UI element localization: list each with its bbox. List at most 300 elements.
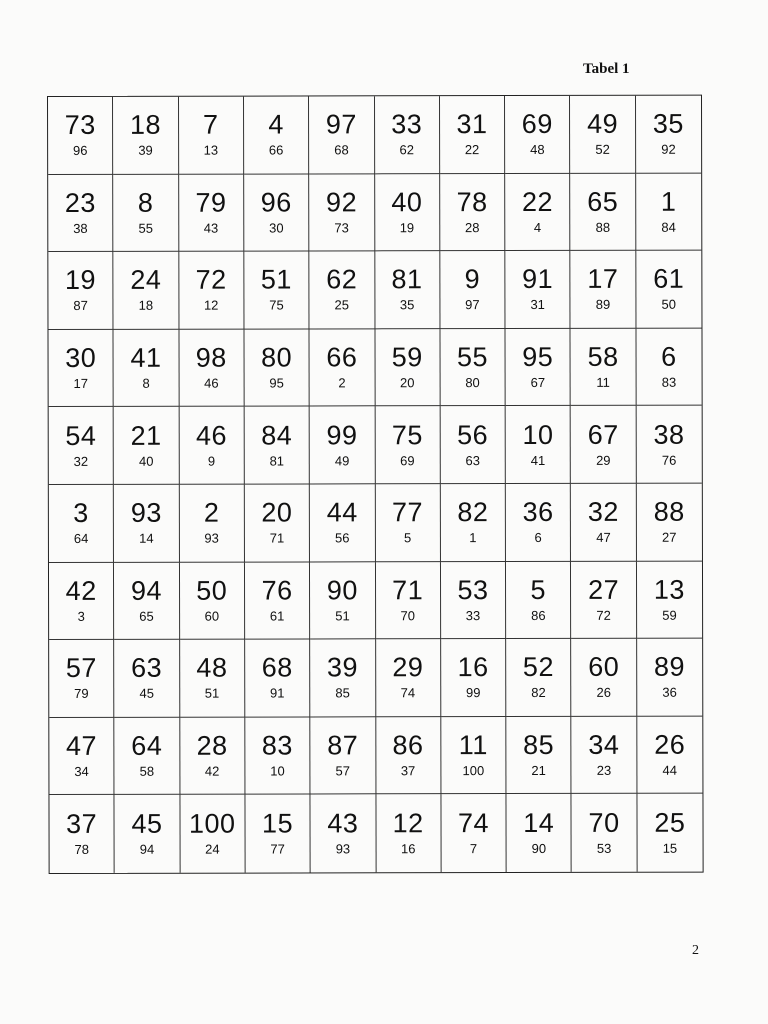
cell-sub-number: 64 bbox=[73, 531, 89, 547]
cell-sub-number: 56 bbox=[335, 530, 350, 546]
cell-main-number: 57 bbox=[65, 653, 97, 684]
cell-main-number: 25 bbox=[654, 807, 686, 838]
cell-main-number: 1 bbox=[660, 186, 677, 217]
table-cell bbox=[244, 252, 309, 330]
cell-sub-number: 69 bbox=[400, 452, 415, 468]
cell-sub-number: 78 bbox=[74, 842, 89, 858]
cell-main-number: 69 bbox=[521, 109, 553, 140]
cell-sub-number: 22 bbox=[464, 142, 480, 158]
cell-sub-number: 13 bbox=[203, 142, 219, 158]
table-cell bbox=[572, 794, 637, 872]
table-cell bbox=[636, 406, 701, 484]
table-cell bbox=[180, 717, 245, 795]
table-cell bbox=[48, 252, 113, 330]
cell-main-number: 44 bbox=[326, 497, 358, 528]
cell-sub-number: 38 bbox=[73, 220, 88, 236]
cell-main-number: 93 bbox=[130, 498, 162, 529]
cell-sub-number: 59 bbox=[662, 607, 677, 623]
cell-sub-number: 62 bbox=[399, 142, 415, 158]
cell-sub-number: 11 bbox=[596, 374, 610, 390]
cell-sub-number: 87 bbox=[73, 298, 88, 314]
table-cell bbox=[375, 251, 440, 329]
table-cell bbox=[311, 795, 376, 873]
table-cell bbox=[179, 174, 244, 252]
page-number: 2 bbox=[692, 943, 699, 958]
cell-main-number: 97 bbox=[325, 109, 357, 140]
cell-main-number: 90 bbox=[326, 575, 358, 606]
table-cell bbox=[310, 562, 375, 640]
cell-sub-number: 86 bbox=[531, 607, 546, 623]
cell-main-number: 54 bbox=[65, 420, 97, 451]
table-cell bbox=[49, 562, 114, 640]
table-cell bbox=[441, 639, 506, 717]
cell-sub-number: 47 bbox=[596, 530, 611, 546]
cell-sub-number: 53 bbox=[596, 841, 612, 857]
cell-main-number: 63 bbox=[131, 653, 163, 684]
cell-main-number: 4 bbox=[268, 109, 284, 140]
table-cell bbox=[48, 97, 113, 175]
cell-sub-number: 39 bbox=[138, 143, 153, 159]
cell-main-number: 41 bbox=[130, 342, 162, 373]
cell-main-number: 51 bbox=[260, 264, 292, 296]
table-cell bbox=[180, 562, 245, 640]
table-cell bbox=[636, 328, 701, 406]
table-cell bbox=[114, 640, 179, 718]
cell-sub-number: 9 bbox=[207, 453, 216, 469]
cell-main-number: 53 bbox=[457, 574, 489, 606]
cell-main-number: 10 bbox=[522, 419, 554, 450]
cell-main-number: 18 bbox=[129, 110, 162, 141]
cell-sub-number: 58 bbox=[139, 763, 155, 779]
cell-main-number: 6 bbox=[661, 341, 677, 372]
table-cell bbox=[310, 329, 375, 407]
cell-sub-number: 79 bbox=[74, 686, 89, 702]
cell-sub-number: 82 bbox=[531, 685, 546, 701]
table-cell bbox=[375, 96, 440, 174]
cell-main-number: 83 bbox=[261, 730, 293, 761]
cell-main-number: 42 bbox=[65, 575, 97, 606]
cell-sub-number: 80 bbox=[465, 375, 480, 391]
table-cell bbox=[48, 330, 113, 408]
table-cell bbox=[310, 640, 375, 718]
cell-sub-number: 1 bbox=[469, 530, 477, 546]
cell-sub-number: 76 bbox=[661, 452, 677, 468]
cell-sub-number: 65 bbox=[139, 608, 154, 624]
table-cell bbox=[572, 639, 637, 717]
table-cell bbox=[376, 639, 441, 717]
table-cell bbox=[375, 407, 440, 485]
cell-main-number: 30 bbox=[65, 342, 97, 374]
table-cell bbox=[637, 561, 702, 639]
table-cell bbox=[245, 562, 310, 640]
cell-main-number: 86 bbox=[392, 730, 424, 761]
cell-sub-number: 83 bbox=[661, 374, 677, 390]
table-cell bbox=[440, 406, 505, 484]
table-cell bbox=[245, 640, 310, 718]
table-cell bbox=[310, 407, 375, 485]
cell-sub-number: 96 bbox=[73, 143, 88, 159]
cell-sub-number: 70 bbox=[400, 608, 415, 624]
cell-main-number: 59 bbox=[391, 342, 423, 373]
cell-sub-number: 35 bbox=[399, 297, 415, 313]
cell-main-number: 77 bbox=[391, 497, 424, 528]
table-cell bbox=[505, 96, 570, 174]
cell-main-number: 67 bbox=[587, 419, 619, 450]
cell-sub-number: 51 bbox=[204, 686, 220, 702]
cell-sub-number: 40 bbox=[138, 453, 154, 469]
cell-main-number: 85 bbox=[523, 730, 555, 761]
cell-sub-number: 84 bbox=[661, 219, 676, 235]
cell-main-number: 39 bbox=[326, 652, 359, 683]
cell-sub-number: 55 bbox=[138, 220, 153, 236]
cell-main-number: 46 bbox=[195, 420, 228, 451]
cell-main-number: 12 bbox=[392, 808, 424, 839]
cell-sub-number: 57 bbox=[335, 763, 351, 779]
cell-sub-number: 6 bbox=[534, 530, 542, 546]
table-cell bbox=[245, 795, 310, 873]
cell-main-number: 13 bbox=[653, 574, 685, 605]
table-cell bbox=[310, 252, 375, 330]
cell-main-number: 58 bbox=[587, 341, 619, 372]
table-cell bbox=[179, 97, 244, 175]
cell-sub-number: 24 bbox=[205, 841, 220, 857]
cell-main-number: 38 bbox=[653, 419, 685, 450]
table-cell bbox=[571, 484, 636, 562]
cell-sub-number: 42 bbox=[204, 763, 220, 779]
cell-sub-number: 29 bbox=[596, 452, 611, 468]
table-cell bbox=[245, 407, 310, 485]
cell-main-number: 47 bbox=[65, 730, 98, 762]
cell-main-number: 49 bbox=[587, 109, 619, 140]
table-cell bbox=[49, 795, 114, 873]
table-cell bbox=[114, 330, 179, 408]
cell-main-number: 19 bbox=[64, 265, 97, 296]
cell-sub-number: 41 bbox=[530, 452, 546, 468]
cell-sub-number: 67 bbox=[530, 375, 546, 391]
cell-main-number: 73 bbox=[64, 110, 96, 141]
table-cell bbox=[441, 794, 506, 872]
table-cell bbox=[309, 174, 374, 252]
cell-main-number: 34 bbox=[588, 729, 620, 760]
cell-main-number: 88 bbox=[653, 496, 685, 528]
cell-main-number: 78 bbox=[456, 186, 488, 218]
cell-main-number: 27 bbox=[588, 574, 620, 605]
table-cell bbox=[440, 251, 505, 329]
cell-main-number: 87 bbox=[327, 730, 359, 761]
table-cell bbox=[179, 329, 244, 407]
table-cell bbox=[506, 561, 571, 639]
cell-sub-number: 48 bbox=[530, 142, 545, 158]
cell-sub-number: 88 bbox=[595, 219, 611, 235]
cell-sub-number: 94 bbox=[139, 841, 155, 857]
number-table bbox=[47, 95, 704, 874]
table-cell bbox=[637, 794, 702, 872]
table-cell bbox=[49, 407, 114, 485]
table-cell bbox=[375, 174, 440, 252]
cell-sub-number: 18 bbox=[138, 298, 154, 314]
cell-main-number: 20 bbox=[261, 497, 293, 528]
cell-main-number: 56 bbox=[457, 419, 489, 450]
table-cell bbox=[505, 173, 570, 251]
table-cell bbox=[571, 406, 636, 484]
table-cell bbox=[571, 251, 636, 329]
cell-sub-number: 75 bbox=[269, 297, 284, 314]
cell-main-number: 22 bbox=[521, 186, 554, 217]
cell-sub-number: 43 bbox=[203, 220, 219, 236]
cell-main-number: 37 bbox=[66, 809, 98, 840]
cell-main-number: 29 bbox=[392, 652, 424, 683]
cell-sub-number: 66 bbox=[268, 142, 284, 158]
table-cell bbox=[244, 329, 309, 407]
cell-main-number: 17 bbox=[587, 264, 619, 295]
cell-main-number: 68 bbox=[261, 652, 293, 684]
cell-sub-number: 50 bbox=[661, 297, 677, 313]
cell-sub-number: 93 bbox=[204, 530, 219, 546]
table-cell bbox=[180, 640, 245, 718]
cell-sub-number: 12 bbox=[203, 298, 219, 314]
cell-main-number: 72 bbox=[195, 265, 227, 296]
cell-main-number: 98 bbox=[195, 342, 227, 373]
table-cell bbox=[507, 794, 572, 872]
cell-sub-number: 89 bbox=[595, 297, 611, 313]
cell-sub-number: 26 bbox=[596, 685, 612, 701]
cell-main-number: 92 bbox=[326, 187, 358, 218]
table-cell bbox=[440, 174, 505, 252]
cell-main-number: 26 bbox=[654, 729, 686, 760]
cell-sub-number: 7 bbox=[469, 841, 478, 857]
table-cell bbox=[179, 485, 244, 563]
cell-sub-number: 49 bbox=[334, 453, 350, 469]
table-cell bbox=[310, 717, 375, 795]
cell-main-number: 84 bbox=[261, 420, 293, 451]
cell-sub-number: 72 bbox=[596, 607, 611, 623]
cell-sub-number: 3 bbox=[77, 608, 85, 624]
table-cell bbox=[440, 96, 505, 174]
table-cell bbox=[114, 407, 179, 485]
cell-sub-number: 93 bbox=[335, 841, 351, 857]
cell-sub-number: 30 bbox=[269, 220, 284, 236]
table-cell bbox=[572, 717, 637, 795]
table-cell bbox=[636, 96, 701, 174]
cell-sub-number: 31 bbox=[530, 297, 545, 313]
table-cell bbox=[441, 484, 506, 562]
table-cell bbox=[180, 795, 245, 873]
cell-sub-number: 2 bbox=[338, 375, 346, 391]
table-cell bbox=[114, 252, 179, 330]
cell-main-number: 5 bbox=[530, 574, 547, 605]
table-cell bbox=[505, 251, 570, 329]
table-cell bbox=[49, 485, 114, 563]
cell-sub-number: 68 bbox=[334, 142, 349, 158]
cell-main-number: 79 bbox=[195, 187, 227, 218]
cell-sub-number: 97 bbox=[465, 297, 480, 313]
cell-sub-number: 90 bbox=[531, 841, 547, 857]
cell-sub-number: 45 bbox=[139, 686, 154, 702]
table-cell bbox=[49, 718, 114, 796]
table-cell bbox=[115, 718, 180, 796]
table-cell bbox=[309, 96, 374, 174]
cell-main-number: 66 bbox=[326, 342, 358, 373]
table-cell bbox=[506, 329, 571, 407]
cell-sub-number: 37 bbox=[400, 763, 416, 779]
cell-main-number: 64 bbox=[131, 730, 163, 761]
cell-main-number: 62 bbox=[326, 264, 358, 295]
cell-main-number: 60 bbox=[588, 652, 620, 683]
table-cell bbox=[375, 484, 440, 562]
cell-main-number: 55 bbox=[456, 342, 489, 373]
cell-main-number: 99 bbox=[326, 420, 358, 451]
table-cell bbox=[636, 173, 701, 251]
table-cell bbox=[571, 561, 636, 639]
cell-main-number: 81 bbox=[391, 264, 423, 295]
table-cell bbox=[114, 485, 179, 563]
cell-main-number: 50 bbox=[196, 575, 228, 606]
cell-sub-number: 100 bbox=[462, 763, 485, 779]
table-cell bbox=[506, 639, 571, 717]
cell-main-number: 45 bbox=[131, 808, 163, 840]
cell-sub-number: 52 bbox=[595, 142, 610, 158]
table-cell bbox=[637, 484, 702, 562]
cell-main-number: 14 bbox=[523, 808, 555, 839]
table-cell bbox=[375, 329, 440, 407]
cell-sub-number: 17 bbox=[73, 376, 88, 392]
cell-sub-number: 36 bbox=[662, 685, 677, 701]
cell-main-number: 15 bbox=[262, 808, 294, 839]
cell-main-number: 31 bbox=[456, 109, 488, 140]
cell-main-number: 32 bbox=[587, 497, 619, 528]
cell-main-number: 80 bbox=[261, 342, 293, 373]
table-cell bbox=[375, 562, 440, 640]
cell-main-number: 11 bbox=[458, 730, 488, 761]
table-cell bbox=[376, 795, 441, 873]
table-cell bbox=[571, 329, 636, 407]
table-title: Tabel 1 bbox=[583, 61, 630, 77]
table-cell bbox=[48, 174, 113, 252]
cell-main-number: 74 bbox=[457, 808, 490, 839]
table-cell bbox=[244, 174, 309, 252]
cell-sub-number: 14 bbox=[139, 531, 154, 547]
table-cell bbox=[506, 717, 571, 795]
table-cell bbox=[376, 717, 441, 795]
cell-main-number: 8 bbox=[137, 187, 154, 218]
cell-sub-number: 81 bbox=[269, 453, 285, 469]
cell-main-number: 52 bbox=[522, 652, 554, 683]
cell-main-number: 100 bbox=[188, 808, 236, 839]
cell-main-number: 28 bbox=[196, 730, 228, 761]
cell-main-number: 61 bbox=[653, 264, 685, 295]
table-cell bbox=[571, 173, 636, 251]
cell-sub-number: 34 bbox=[74, 764, 89, 780]
cell-sub-number: 27 bbox=[662, 529, 677, 545]
table-cell bbox=[310, 484, 375, 562]
cell-main-number: 2 bbox=[203, 497, 220, 528]
cell-sub-number: 23 bbox=[596, 762, 612, 778]
cell-sub-number: 91 bbox=[270, 685, 285, 702]
cell-sub-number: 21 bbox=[531, 763, 546, 779]
cell-sub-number: 19 bbox=[399, 220, 415, 236]
table-cell bbox=[244, 96, 309, 174]
table-cell bbox=[49, 640, 114, 718]
cell-sub-number: 63 bbox=[465, 452, 480, 468]
cell-sub-number: 8 bbox=[142, 375, 150, 391]
table-cell bbox=[179, 407, 244, 485]
cell-main-number: 48 bbox=[196, 653, 228, 684]
cell-sub-number: 77 bbox=[270, 841, 285, 857]
cell-sub-number: 71 bbox=[269, 530, 285, 546]
cell-main-number: 76 bbox=[261, 575, 293, 606]
cell-sub-number: 20 bbox=[399, 375, 415, 391]
cell-sub-number: 61 bbox=[269, 608, 285, 624]
cell-sub-number: 44 bbox=[662, 762, 678, 778]
cell-main-number: 82 bbox=[457, 497, 489, 528]
table-cell bbox=[636, 251, 701, 329]
table-cell bbox=[637, 639, 702, 717]
cell-sub-number: 33 bbox=[465, 607, 481, 624]
cell-main-number: 21 bbox=[130, 420, 162, 451]
cell-main-number: 40 bbox=[391, 187, 423, 218]
table-cell bbox=[179, 252, 244, 330]
cell-main-number: 23 bbox=[64, 187, 96, 218]
cell-main-number: 70 bbox=[588, 807, 620, 839]
cell-sub-number: 4 bbox=[533, 219, 542, 235]
cell-main-number: 24 bbox=[130, 265, 162, 296]
cell-main-number: 16 bbox=[457, 652, 489, 683]
cell-main-number: 9 bbox=[464, 264, 481, 295]
table-cell bbox=[114, 562, 179, 640]
table-cell bbox=[506, 484, 571, 562]
cell-sub-number: 16 bbox=[400, 841, 416, 857]
cell-main-number: 89 bbox=[653, 652, 686, 683]
cell-main-number: 96 bbox=[260, 187, 292, 218]
table-cell bbox=[245, 717, 310, 795]
cell-main-number: 7 bbox=[202, 109, 219, 140]
cell-sub-number: 99 bbox=[465, 685, 481, 701]
table-cell bbox=[440, 329, 505, 407]
cell-sub-number: 85 bbox=[335, 685, 350, 701]
table-cell bbox=[570, 96, 635, 174]
cell-main-number: 35 bbox=[652, 108, 684, 140]
table-cell bbox=[113, 174, 178, 252]
cell-main-number: 33 bbox=[391, 109, 423, 140]
cell-main-number: 65 bbox=[587, 186, 619, 217]
table-cell bbox=[245, 484, 310, 562]
cell-main-number: 43 bbox=[327, 808, 359, 839]
cell-sub-number: 5 bbox=[403, 530, 412, 546]
table-cell bbox=[637, 716, 702, 794]
cell-main-number: 91 bbox=[522, 264, 554, 295]
cell-sub-number: 51 bbox=[335, 608, 350, 624]
cell-main-number: 95 bbox=[522, 342, 554, 373]
cell-main-number: 36 bbox=[522, 497, 554, 528]
cell-main-number: 71 bbox=[392, 575, 424, 606]
cell-sub-number: 74 bbox=[400, 685, 416, 701]
cell-main-number: 94 bbox=[130, 575, 163, 606]
cell-main-number: 75 bbox=[391, 419, 423, 450]
table-cell bbox=[441, 717, 506, 795]
table-cell bbox=[441, 562, 506, 640]
cell-sub-number: 60 bbox=[204, 608, 220, 624]
cell-sub-number: 32 bbox=[73, 453, 89, 469]
cell-sub-number: 73 bbox=[334, 220, 349, 236]
cell-sub-number: 28 bbox=[464, 219, 480, 236]
cell-sub-number: 92 bbox=[661, 141, 676, 158]
cell-sub-number: 46 bbox=[204, 375, 219, 391]
table-cell bbox=[113, 97, 178, 175]
cell-sub-number: 95 bbox=[269, 375, 284, 391]
table-cell bbox=[115, 795, 180, 873]
table-cell bbox=[506, 406, 571, 484]
cell-sub-number: 25 bbox=[334, 297, 350, 313]
